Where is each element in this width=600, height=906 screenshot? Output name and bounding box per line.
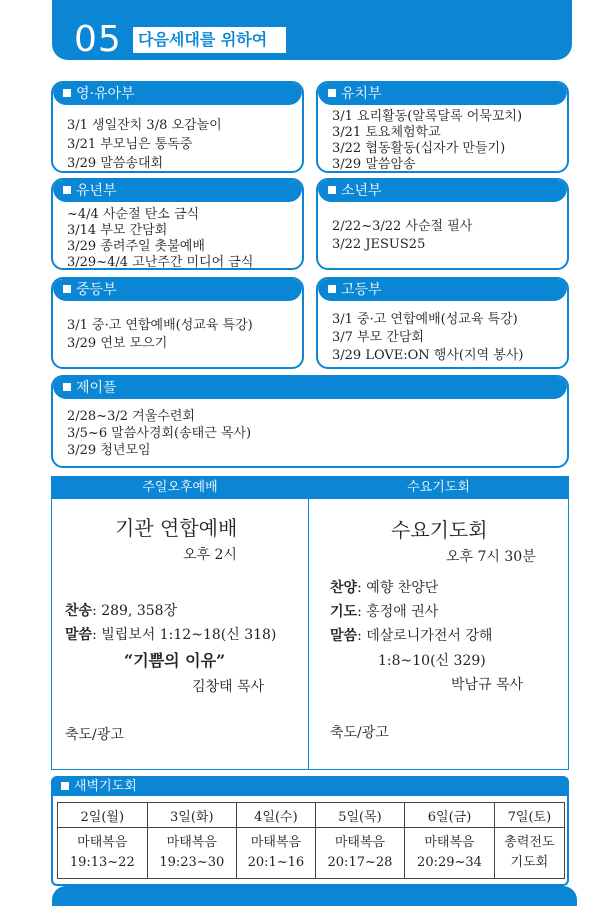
- day-cell: 6일(금): [405, 803, 495, 828]
- section-high: [316, 277, 569, 369]
- dawn-prayer-header: [53, 778, 567, 796]
- word-label: 말씀: [330, 628, 358, 644]
- day-cell: 4일(수): [237, 803, 316, 828]
- list-item: 3/21 부모님은 통독중: [67, 137, 193, 152]
- sermon-title: “기쁨의 이유”: [124, 651, 226, 670]
- wednesday-time: 오후 7시 30분: [446, 549, 536, 565]
- verse-cell: [494, 828, 564, 879]
- list-item: 3/29 연보 모으기: [67, 336, 168, 351]
- sunday-title: 기관 연합예배: [115, 516, 238, 540]
- section-junior-body: [332, 218, 561, 254]
- section-middle-header: [53, 279, 302, 301]
- square-bullet-icon: [63, 285, 71, 293]
- list-item: 3/1 요리활동(알록달록 어묵꼬치): [332, 109, 523, 124]
- sunday-word: [65, 624, 276, 644]
- section-kinder-title: 유치부: [341, 86, 382, 102]
- word-label: 말씀: [65, 627, 93, 643]
- word-value: : 데살로니가전서 강해: [357, 628, 493, 644]
- book-text: 마태복음: [166, 835, 217, 850]
- list-item: ~4/4 사순절 탄소 금식: [67, 207, 200, 222]
- hymn-label: 찬송: [65, 603, 93, 619]
- dawn-prayer-table: [57, 802, 565, 879]
- sunday-time: 오후 2시: [183, 547, 237, 563]
- section-kinder: [316, 81, 569, 173]
- list-item: 3/1 중·고 연합예배(성교육 특강): [67, 318, 253, 333]
- section-infant-header: [53, 83, 302, 105]
- square-bullet-icon: [328, 186, 336, 194]
- verse-text: 19:23~30: [159, 855, 225, 870]
- section-youth-header: [53, 377, 567, 399]
- verse-cell: [237, 828, 316, 879]
- praise-value: : 예향 찬양단: [357, 580, 439, 596]
- list-item: 3/22 JESUS25: [332, 237, 426, 252]
- dawn-prayer-title: 새벽기도회: [74, 779, 137, 794]
- section-child-header: [53, 180, 302, 202]
- section-high-header: [318, 279, 567, 301]
- section-number: 05: [74, 19, 122, 60]
- section-kinder-header: [318, 83, 567, 105]
- verse-text: 기도회: [510, 855, 549, 870]
- section-junior-header: [318, 180, 567, 202]
- list-item: 3/29 말씀암송: [332, 157, 416, 172]
- section-youth-body: [67, 408, 561, 459]
- wednesday-preacher: 박남규 목사: [451, 677, 524, 693]
- section-junior: [316, 178, 569, 270]
- book-text: 마태복음: [334, 835, 386, 850]
- prayer-value: : 홍정애 권사: [357, 604, 439, 620]
- list-item: 3/14 부모 간담회: [67, 223, 168, 238]
- header-bar: [52, 0, 572, 60]
- section-child: [51, 178, 304, 270]
- sunday-closing: 축도/광고: [65, 727, 124, 743]
- list-item: 3/21 토요체험학교: [332, 125, 441, 140]
- verse-cell: [58, 828, 148, 879]
- verse-text: 19:13~22: [69, 855, 135, 870]
- list-item: 3/29 LOVE:ON 행사(지역 봉사): [332, 348, 524, 363]
- section-high-body: [332, 311, 561, 365]
- table-row: [58, 803, 565, 828]
- hymn-value: : 289, 358장: [92, 603, 178, 619]
- square-bullet-icon: [328, 89, 336, 97]
- list-item: 3/29 종려주일 촛불예배: [67, 239, 205, 254]
- sunday-header: 주일오후예배: [52, 477, 308, 499]
- list-item: 3/1 중·고 연합예배(성교육 특강): [332, 312, 518, 327]
- list-item: 3/29~4/4 고난주간 미디어 금식: [67, 255, 254, 270]
- verse-cell: [405, 828, 495, 879]
- section-youth: [51, 375, 569, 468]
- list-item: 2/28~3/2 겨울수련회: [67, 409, 195, 424]
- page-title: 다음세대를 위하여: [138, 30, 268, 49]
- section-kinder-body: [332, 109, 561, 173]
- list-item: 3/29 청년모임: [67, 443, 151, 458]
- list-item: 3/7 부모 간담회: [332, 330, 424, 345]
- list-item: 3/29 말씀송대회: [67, 156, 164, 171]
- section-infant: [51, 81, 304, 173]
- section-middle-title: 중등부: [76, 282, 117, 298]
- verse-cell: [147, 828, 237, 879]
- list-item: 3/22 협동활동(십자가 만들기): [332, 141, 506, 156]
- verse-text: 20:1~16: [247, 855, 305, 870]
- sunday-hymn: [65, 600, 177, 620]
- section-junior-title: 소년부: [341, 183, 382, 199]
- wednesday-title: 수요기도회: [391, 518, 488, 542]
- list-item: 2/22~3/22 사순절 필사: [332, 219, 473, 234]
- day-cell: 2일(월): [58, 803, 148, 828]
- book-text: 마태복음: [424, 835, 475, 850]
- column-divider: [308, 477, 309, 770]
- section-infant-body: [67, 116, 296, 173]
- book-text: 마태복음: [250, 835, 301, 850]
- section-child-body: [67, 207, 296, 270]
- wednesday-header: 수요기도회: [309, 477, 568, 499]
- wednesday-prayer: [330, 601, 438, 621]
- section-middle: [51, 277, 304, 369]
- square-bullet-icon: [63, 89, 71, 97]
- footer-bar: [52, 886, 577, 906]
- square-bullet-icon: [61, 782, 69, 790]
- wednesday-word: [330, 625, 492, 645]
- day-cell: 5일(목): [315, 803, 405, 828]
- verse-text: 20:17~28: [327, 855, 393, 870]
- praise-label: 찬양: [330, 580, 358, 596]
- section-middle-body: [67, 317, 296, 353]
- list-item: 3/5~6 말씀사경회(송태근 목사): [67, 426, 252, 441]
- wednesday-closing: 축도/광고: [330, 725, 389, 741]
- verse-cell: [315, 828, 405, 879]
- sunday-preacher: 김창태 목사: [192, 679, 265, 695]
- square-bullet-icon: [328, 285, 336, 293]
- day-cell: 7일(토): [494, 803, 564, 828]
- square-bullet-icon: [63, 383, 71, 391]
- wednesday-word-ref: 1:8~10(신 329): [378, 653, 486, 669]
- book-text: 총력전도: [504, 835, 555, 850]
- wednesday-praise: [330, 577, 438, 597]
- word-value: : 빌립보서 1:12~18(신 318): [92, 627, 277, 643]
- list-item: 3/1 생일잔치 3/8 오감놀이: [67, 118, 222, 133]
- table-row: [58, 828, 565, 879]
- book-text: 마태복음: [77, 835, 128, 850]
- square-bullet-icon: [63, 186, 71, 194]
- section-child-title: 유년부: [76, 183, 117, 199]
- section-high-title: 고등부: [341, 282, 382, 298]
- verse-text: 20:29~34: [417, 855, 482, 870]
- prayer-label: 기도: [330, 604, 358, 620]
- day-cell: 3일(화): [147, 803, 237, 828]
- section-youth-title: 제이플: [76, 380, 117, 396]
- section-infant-title: 영·유아부: [76, 86, 135, 102]
